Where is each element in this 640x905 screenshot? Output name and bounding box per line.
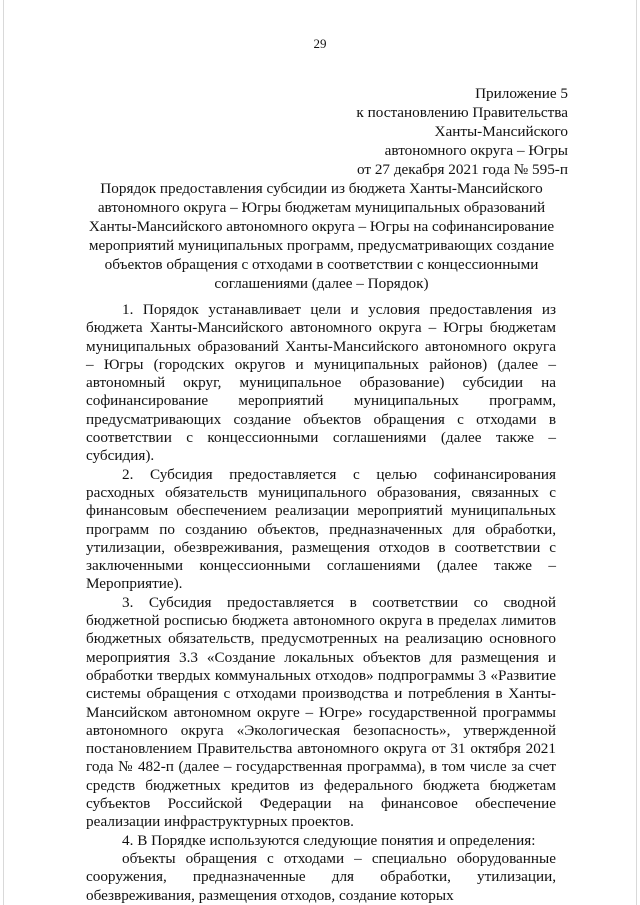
title-line: мероприятий муниципальных программ, предусматривающих создание (88, 237, 555, 254)
appendix-line: автономного округа – Югры (384, 142, 568, 159)
title-line: автономного округа – Югры бюджетам муниципальных образований (97, 199, 546, 216)
page-edge-right (636, 0, 637, 905)
appendix-line: Ханты-Мансийского (434, 123, 568, 140)
title-line: Порядок предоставления субсидии из бюджета Ханты-Мансийского (100, 180, 543, 197)
title-line: Ханты-Мансийского автономного округа – Югры на софинансирование (88, 218, 555, 235)
appendix-line: от 27 декабря 2021 года № 595-п (357, 161, 568, 178)
body-text (86, 301, 556, 905)
title-line: объектов обращения с отходами в соответствии с концессионными (104, 256, 539, 273)
appendix-block (356, 84, 568, 179)
appendix-line: Приложение 5 (475, 85, 568, 102)
paragraph-3: 3. Субсидия предоставляется в соответствии со сводной бюджетной росписью бюджета автономного округа в пределах лимитов бюджетных обязательств, предусмотренных на реализацию основного мероприятия 3.3 «Создание локальных объектов для размещения и обработки твердых коммунальных отходов» подпрограммы 3 «Развитие системы обращения с отходами производства и потребления в Ханты-Мансийском автономном округе – Югре» государственной программы автономного округа «Экологическая безопасность», утвержденной постановлением Правительства автономного округа от 31 октября 2021 года № 482-п (далее – государственная программа), в том числе за счет средств бюджетных кредитов из федерального бюджета бюджетам субъектов Российской Федерации на финансовое обеспечение реализации инфраструктурных проектов. (86, 593, 556, 831)
page-edge-left (3, 0, 4, 905)
paragraph-4: 4. В Порядке используются следующие понятия и определения: (122, 831, 536, 849)
page-number: 29 (313, 36, 327, 51)
appendix-line: к постановлению Правительства (356, 104, 568, 121)
paragraph-2: 2. Субсидия предоставляется с целью софинансирования расходных обязательств муниципального образования, связанных с финансовым обеспечением реализации мероприятий муниципальных программ по созданию объектов, предназначенных для обработки, утилизации, обезвреживания, размещения отходов в соответствии с заключенными концессионными соглашениями (далее также – Мероприятие). (86, 465, 556, 593)
title-line: соглашениями (далее – Порядок) (214, 275, 429, 292)
paragraph-5: объекты обращения с отходами – специально оборудованные сооружения, предназначенные для обработки, утилизации, обезвреживания, размещения отходов, создание которых (86, 849, 556, 904)
document-title (70, 179, 573, 293)
paragraph-1: 1. Порядок устанавливает цели и условия предоставления из бюджета Ханты-Мансийского автономного округа – Югры бюджетам муниципальных образований Ханты-Мансийского автономного округа – Югры (городских округов и муниципальных районов) (далее – автономный округ, муниципальное образование) субсидии на софинансирование мероприятий муниципальных программ, предусматривающих создание объектов обращения с отходами в соответствии с концессионными соглашениями (далее также – субсидия). (86, 301, 556, 465)
